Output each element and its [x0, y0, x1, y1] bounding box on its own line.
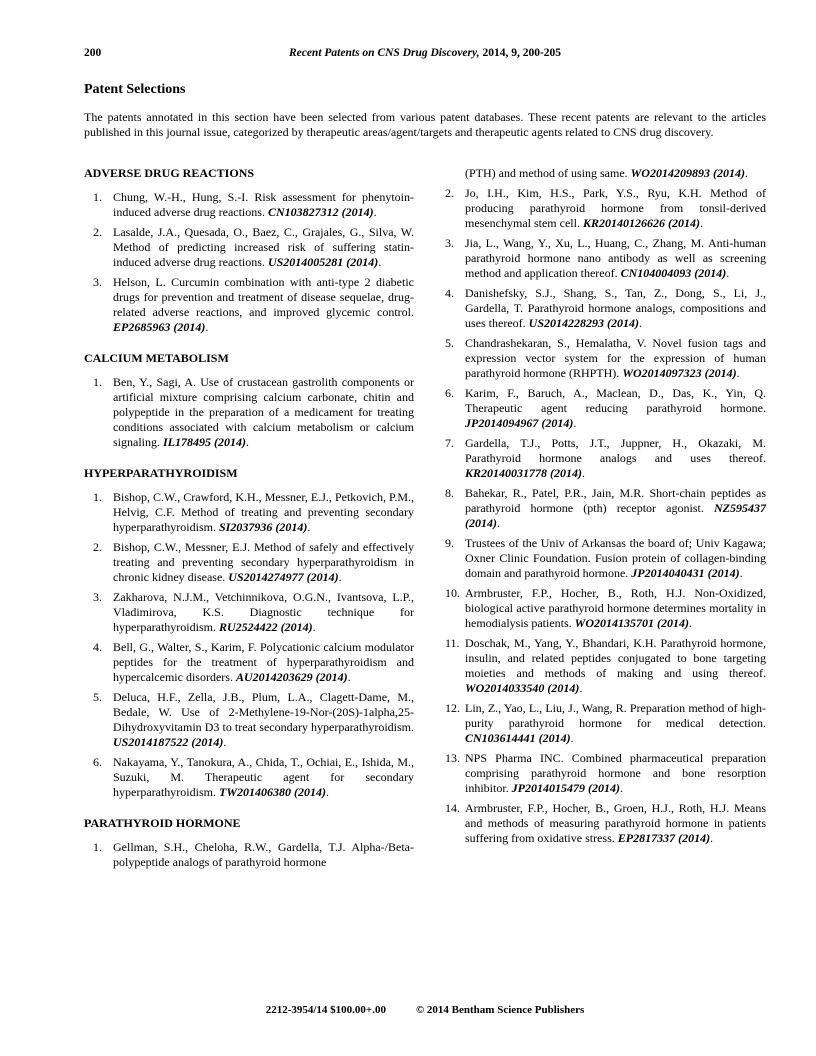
- item-body-text: Chandrashekaran, S., Hemalatha, V. Novel fusion tags and expression vector system for the expression of human parathyroid hormone (RHPTH).: [465, 336, 766, 380]
- item-number: 4.: [93, 640, 102, 654]
- item-text: [113, 640, 414, 685]
- item-number: 1.: [93, 375, 102, 389]
- item-number: 3.: [445, 236, 454, 250]
- patent-item: [436, 751, 766, 796]
- item-body-text: Armbruster, F.P., Hocher, B., Groen, H.J., Roth, H.J. Means and methods of measuring parathyroid hormone in patients suffering from oxidative stress.: [465, 801, 766, 845]
- item-body-text: Danishefsky, S.J., Shang, S., Tan, Z., Dong, S., Li, J., Gardella, T. Parathyroid hormone analogs, compositions and uses thereof.: [465, 286, 766, 330]
- patent-section: [84, 166, 414, 335]
- item-body-text: Ben, Y., Sagi, A. Use of crustacean gastrolith components or artificial mixture comprising calcium carbonate, chitin and polypeptide in the preparation of a medicament for treating conditions associated with calcium metabolism or calcium signaling.: [113, 375, 414, 449]
- patent-item: [436, 386, 766, 431]
- copyright-notice: © 2014 Bentham Science Publishers: [415, 1004, 585, 1016]
- patent-item: [84, 590, 414, 635]
- patent-item: [436, 636, 766, 696]
- patent-item: [84, 840, 414, 870]
- section-heading: PARATHYROID HORMONE: [84, 816, 241, 830]
- item-body-text: Jo, I.H., Kim, H.S., Park, Y.S., Ryu, K.H. Method of producing parathyroid hormone from tonsil-derived mesenchymal stem cell.: [465, 186, 766, 230]
- patent-number: US2014274977 (2014): [228, 570, 339, 584]
- item-tail-text: .: [223, 735, 227, 749]
- item-body-text: Bishop, C.W., Crawford, K.H., Messner, E.J., Petkovich, P.M., Helvig, C.F. Method of treating and preventing secondary hyperparathyroidism.: [113, 490, 414, 534]
- patent-number: RU2524422 (2014): [218, 620, 313, 634]
- item-number: 6.: [445, 386, 454, 400]
- item-number: 2.: [93, 540, 102, 554]
- item-text: [465, 636, 766, 696]
- journal-name: Recent Patents on CNS Drug Discovery,: [288, 47, 480, 59]
- item-number: 5.: [93, 690, 102, 704]
- item-number: 14.: [445, 801, 460, 815]
- patent-number: KR20140126626 (2014): [582, 216, 700, 230]
- patent-item: [84, 190, 414, 220]
- patent-item: [436, 801, 766, 846]
- item-body-text: Lin, Z., Yao, L., Liu, J., Wang, R. Preparation method of high-purity parathyroid hormone for medical detection.: [465, 701, 766, 730]
- journal-issue: 2014, 9, 200-205: [482, 47, 562, 59]
- page-footer: [84, 1003, 766, 1018]
- item-text: [113, 190, 414, 220]
- item-body-text: Helson, L. Curcumin combination with anti-type 2 diabetic drugs for prevention and treatment of disease sequelae, drug-related adverse reactions, and improved glycemic control.: [113, 275, 414, 319]
- item-text: [113, 755, 414, 800]
- patent-item: [84, 755, 414, 800]
- item-text: [465, 701, 766, 746]
- item-number: 2.: [445, 186, 454, 200]
- item-number: 1.: [93, 490, 102, 504]
- item-body-text: Deluca, H.F., Zella, J.B., Plum, L.A., Clagett-Dame, M., Bedale, W. Use of 2-Methylene-19-Nor-(20S)-1alpha,25-Dihydroxyvitamin D3 to treat secondary hyperparathyroidism.: [113, 690, 414, 734]
- patent-item: [84, 690, 414, 750]
- patent-number: US2014005281 (2014): [267, 255, 379, 269]
- item-text: [113, 275, 414, 335]
- item-body-text: Gellman, S.H., Cheloha, R.W., Gardella, T.J. Alpha-/Beta-polypeptide analogs of parathyroid hormone: [113, 840, 414, 869]
- patent-number: SI2037936 (2014): [218, 520, 308, 534]
- patent-number: US2014228293 (2014): [528, 316, 639, 330]
- item-body-text: Doschak, M., Yang, Y., Bhandari, K.H. Parathyroid hormone, insulin, and related peptides conjugated to bone targeting moieties and methods of making and using thereof.: [465, 636, 766, 680]
- item-tail-text: .: [312, 620, 316, 634]
- patent-number: EP2685963 (2014): [113, 320, 206, 334]
- patent-number: TW201406380 (2014): [218, 785, 326, 799]
- patent-number: AU2014203629 (2014): [235, 670, 348, 684]
- item-number: 11.: [445, 636, 460, 650]
- patent-item: [84, 640, 414, 685]
- section-heading: CALCIUM METABOLISM: [84, 351, 229, 365]
- item-body-text: Armbruster, F.P., Hocher, B., Roth, H.J. Non-Oxidized, biological active parathyroid hormone determines mortality in hemodialysis patients.: [465, 586, 766, 630]
- item-number: 2.: [93, 225, 102, 239]
- item-number: [436, 166, 465, 181]
- section-heading: HYPERPARATHYROIDISM: [84, 466, 238, 480]
- item-text: [113, 225, 414, 270]
- item-text: [465, 486, 766, 531]
- item-body-text: Karim, F., Baruch, A., Maclean, D., Das, K., Yin, Q. Therapeutic agent reducing parathyroid hormone.: [465, 386, 766, 415]
- page-number: 200: [84, 47, 102, 59]
- item-tail-text: .: [726, 266, 730, 280]
- page-header: [84, 46, 766, 62]
- item-number: 1.: [93, 190, 102, 204]
- patent-number: JP2014094967 (2014): [465, 416, 574, 430]
- journal-reference: [84, 46, 766, 61]
- intro-paragraph: The patents annotated in this section have been selected from various patent databases. These recent patents are relevant to the articles published in this journal issue, categorized by therapeutic areas/agent/targets and therapeutic agents related to CNS drug discovery.: [84, 110, 766, 139]
- patent-item: [436, 701, 766, 746]
- patent-number: WO2014135701 (2014): [574, 616, 689, 630]
- item-text: [465, 236, 766, 281]
- item-number: 3.: [93, 275, 102, 289]
- item-tail-text: .: [573, 416, 577, 430]
- item-text: [465, 286, 766, 331]
- patent-number: EP2817337 (2014): [617, 831, 711, 845]
- item-text: [113, 540, 414, 585]
- patent-number: WO2014097323 (2014): [622, 366, 737, 380]
- patent-item: [436, 436, 766, 481]
- patent-item: [436, 586, 766, 631]
- item-body-text: Lasalde, J.A., Quesada, O., Baez, C., Grajales, G., Silva, W. Method of predicting increased risk of suffering statin-induced adverse drug reactions.: [113, 225, 414, 269]
- item-number: 9.: [445, 536, 454, 550]
- left-column: [84, 166, 414, 875]
- item-tail-text: .: [373, 205, 377, 219]
- section-heading: ADVERSE DRUG REACTIONS: [84, 166, 255, 180]
- item-tail-text: .: [639, 316, 642, 330]
- item-text: [465, 801, 766, 846]
- item-text: [465, 336, 766, 381]
- item-body-text: Gardella, T.J., Potts, J.T., Juppner, H., Okazaki, M. Parathyroid hormone analogs and uses thereof.: [465, 436, 766, 465]
- item-number: 5.: [445, 336, 454, 350]
- patent-item-continuation: [436, 166, 766, 181]
- item-tail-text: .: [570, 731, 574, 745]
- patent-item: [84, 540, 414, 585]
- patent-number: CN103827312 (2014): [267, 205, 374, 219]
- item-tail-text: .: [736, 366, 740, 380]
- item-body-text: (PTH) and method of using same.: [465, 166, 631, 180]
- item-number: 13.: [445, 751, 460, 765]
- issn-price: 2212-3954/14 $100.00+.00: [265, 1004, 386, 1016]
- item-text: [113, 690, 414, 750]
- patent-item: [436, 336, 766, 381]
- item-tail-text: .: [620, 781, 623, 795]
- item-tail-text: .: [347, 670, 351, 684]
- patent-item: [436, 286, 766, 331]
- item-tail-text: .: [699, 216, 703, 230]
- item-text: [465, 751, 766, 796]
- item-text: [113, 490, 414, 535]
- item-tail-text: .: [688, 616, 692, 630]
- item-text: [465, 586, 766, 631]
- patent-number: IL178495 (2014): [163, 435, 246, 449]
- patent-number: JP2014040431 (2014): [631, 566, 740, 580]
- item-tail-text: .: [338, 570, 342, 584]
- patent-item: [436, 236, 766, 281]
- item-body-text: Bell, G., Walter, S., Karim, F. Polycationic calcium modulator peptides for the treatment of hyperparathyroidism and hypercalcemic disorders.: [113, 640, 414, 684]
- item-tail-text: .: [582, 466, 585, 480]
- item-tail-text: .: [579, 681, 583, 695]
- patent-number: WO2014209893 (2014): [630, 166, 745, 180]
- two-column-body: [84, 166, 766, 875]
- item-text: [465, 186, 766, 231]
- item-body-text: Trustees of the Univ of Arkansas the board of; Univ Kagawa; Oxner Clinic Foundation. Fusion protein of collagen-binding domain and parathyroid hormone.: [465, 536, 766, 580]
- item-tail-text: .: [325, 785, 329, 799]
- item-text: [113, 375, 414, 450]
- item-text: [465, 536, 766, 581]
- item-number: 6.: [93, 755, 102, 769]
- item-number: 8.: [445, 486, 454, 500]
- item-number: 7.: [445, 436, 454, 450]
- item-text: [113, 840, 414, 870]
- item-number: 10.: [445, 586, 460, 600]
- item-tail-text: .: [246, 435, 249, 449]
- patent-section: [84, 351, 414, 450]
- item-tail-text: .: [307, 520, 311, 534]
- patent-number: KR20140031778 (2014): [465, 466, 582, 480]
- item-body-text: NPS Pharma INC. Combined pharmaceutical preparation comprising parathyroid hormone and bone resorption inhibitor.: [465, 751, 766, 795]
- item-body-text: Bahekar, R., Patel, P.R., Jain, M.R. Short-chain peptides as parathyroid hormone (pth) receptor agonist.: [465, 486, 766, 515]
- patent-section: [84, 466, 414, 800]
- item-tail-text: .: [739, 566, 743, 580]
- item-text: [113, 590, 414, 635]
- patent-item: [84, 275, 414, 335]
- item-body-text: Bishop, C.W., Messner, E.J. Method of safely and effectively treating and preventing secondary hyperparathyroidism in chronic kidney disease.: [113, 540, 414, 584]
- patent-item: [84, 375, 414, 450]
- patent-item: [436, 186, 766, 231]
- right-column: [436, 166, 766, 875]
- patent-item: [84, 225, 414, 270]
- patent-item: [436, 486, 766, 531]
- patent-section: [84, 816, 414, 870]
- patent-number: JP2014015479 (2014): [511, 781, 620, 795]
- item-tail-text: .: [497, 516, 500, 530]
- item-body-text: Jia, L., Wang, Y., Xu, L., Huang, C., Zhang, M. Anti-human parathyroid hormone nano antibody as well as screening method and application thereof.: [465, 236, 766, 280]
- item-body-text: Zakharova, N.J.M., Vetchinnikova, O.G.N., Ivantsova, L.P., Vladimirova, K.S. Diagnostic technique for hyperparathyroidism.: [113, 590, 414, 634]
- item-tail-text: .: [744, 166, 748, 180]
- item-number: 4.: [445, 286, 454, 300]
- item-tail-text: .: [378, 255, 382, 269]
- item-text: [465, 166, 766, 181]
- page-title: Patent Selections: [84, 82, 186, 97]
- patent-number: CN104004093 (2014): [620, 266, 727, 280]
- patent-item: [84, 490, 414, 535]
- item-text: [465, 436, 766, 481]
- item-tail-text: .: [205, 320, 209, 334]
- item-number: 1.: [93, 840, 102, 854]
- item-number: 3.: [93, 590, 102, 604]
- patent-number: CN103614441 (2014): [465, 731, 571, 745]
- item-number: 12.: [445, 701, 460, 715]
- patent-section: [436, 166, 766, 846]
- patent-number: WO2014033540 (2014): [465, 681, 580, 695]
- item-text: [465, 386, 766, 431]
- item-body-text: Nakayama, Y., Tanokura, A., Chida, T., Ochiai, E., Ishida, M., Suzuki, M. Therapeutic agent for secondary hyperparathyroidism.: [113, 755, 414, 799]
- item-body-text: Chung, W.-H., Hung, S.-I. Risk assessment for phenytoin-induced adverse drug reactions.: [113, 190, 414, 219]
- item-tail-text: .: [710, 831, 714, 845]
- patent-number: NZ595437 (2014): [465, 501, 766, 530]
- patent-number: US2014187522 (2014): [113, 735, 224, 749]
- patent-item: [436, 536, 766, 581]
